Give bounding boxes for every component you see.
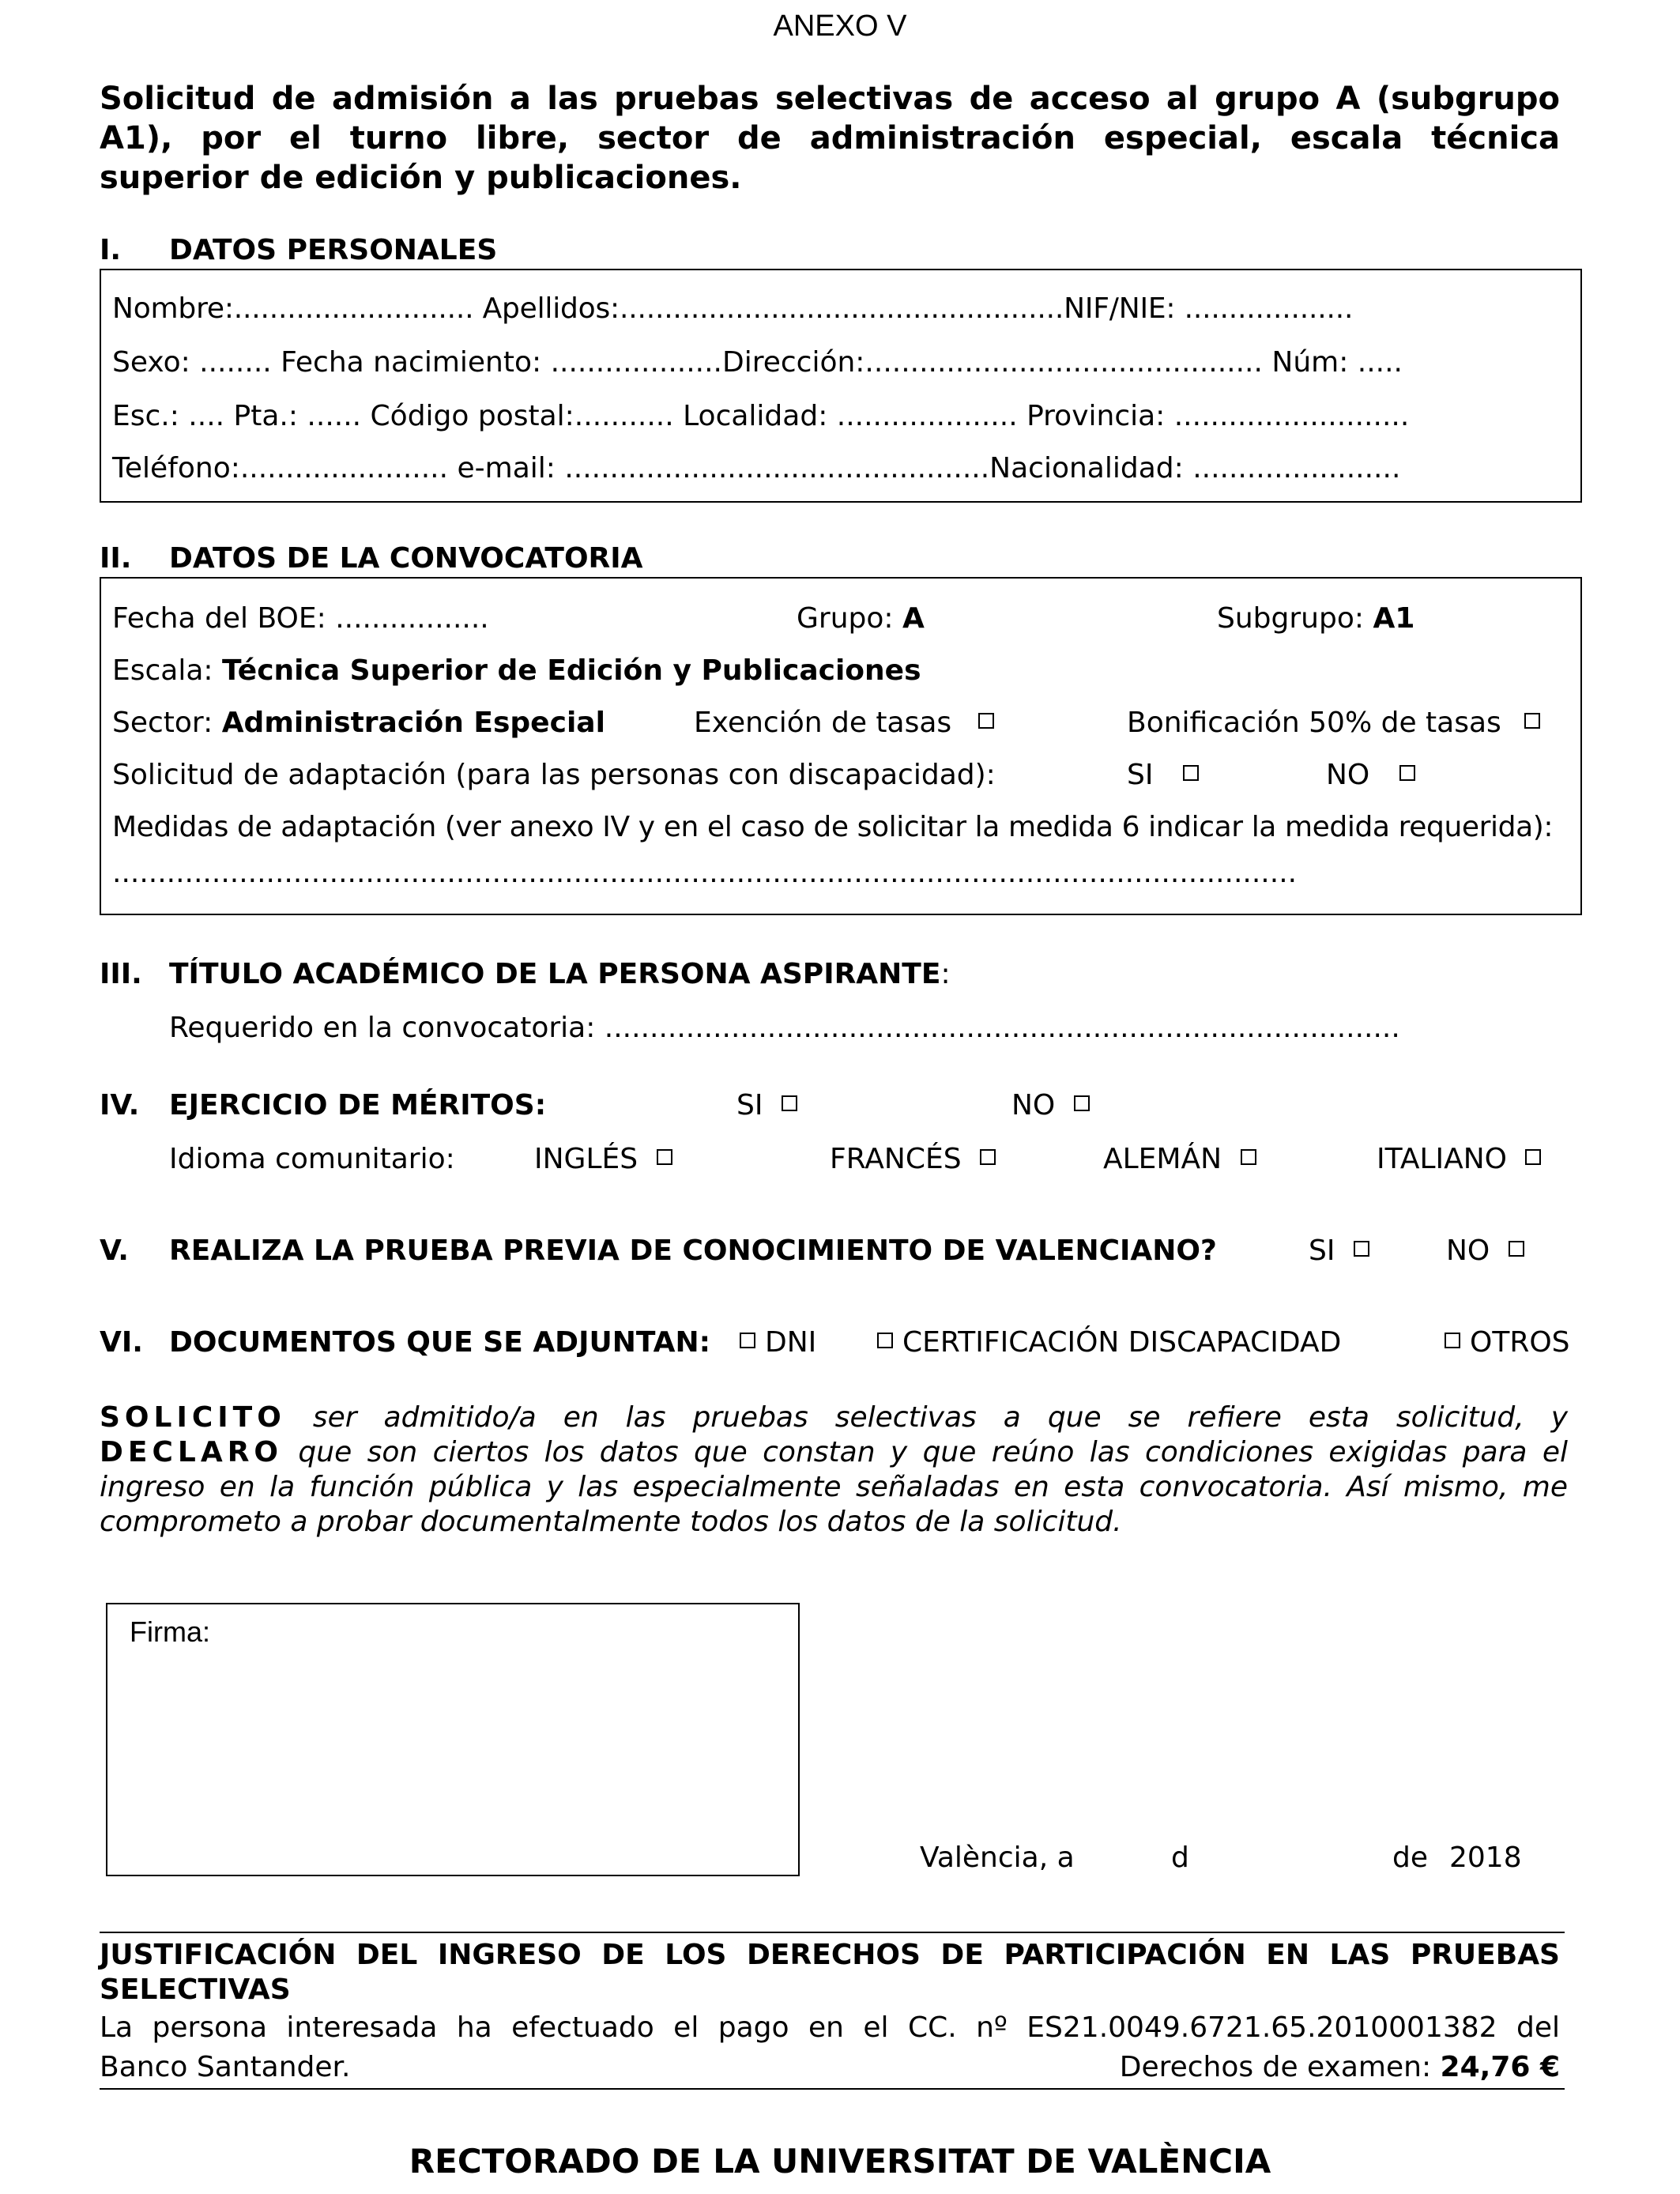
section-1-title: DATOS PERSONALES <box>169 234 498 266</box>
section-3-number: III. <box>100 958 142 990</box>
solicito-word: SOLICITO <box>100 1401 286 1434</box>
personal-row-address[interactable]: Esc.: .... Pta.: ...... Código postal:........... Localidad: .................... Provincia: .......................... <box>112 400 1410 432</box>
place-label: València, a <box>920 1842 1075 1874</box>
valenciano-no-checkbox[interactable] <box>1509 1241 1524 1257</box>
idioma-label: Idioma comunitario: <box>169 1143 455 1175</box>
doc-discapacidad-label: CERTIFICACIÓN DISCAPACIDAD <box>902 1326 1342 1359</box>
lang-frances-checkbox[interactable] <box>980 1149 996 1165</box>
declaration-line-1 <box>100 1400 1568 1435</box>
section-6-title: DOCUMENTOS QUE SE ADJUNTAN: <box>169 1326 710 1359</box>
form-title-line-1: Solicitud de admisión a las pruebas selectivas de acceso al grupo A (subgrupo <box>100 81 1560 117</box>
valenciano-si-checkbox[interactable] <box>1354 1241 1369 1257</box>
grupo-value: A <box>902 602 925 635</box>
declaration-line-2 <box>100 1435 1568 1470</box>
declaration-line-3: ingreso en la función pública y las especialmente señaladas en esta convocatoria. Así mismo, me <box>100 1471 1568 1503</box>
bonificacion-checkbox[interactable] <box>1524 713 1540 729</box>
adaptacion-no-label: NO <box>1326 759 1370 791</box>
justification-title-2: SELECTIVAS <box>100 1973 291 2006</box>
meritos-no-label: NO <box>1011 1089 1056 1122</box>
justification-text-2: Banco Santander. <box>100 2051 351 2083</box>
section-5-title: REALIZA LA PRUEBA PREVIA DE CONOCIMIENTO DE VALENCIANO? <box>169 1235 1217 1267</box>
exencion-checkbox[interactable] <box>978 713 994 729</box>
doc-dni-label: DNI <box>765 1326 817 1359</box>
declaration-text-1: ser admitido/a en las pruebas selectivas a que se refiere esta solicitud, y <box>312 1401 1568 1434</box>
year-label: 2018 <box>1449 1842 1522 1874</box>
sector-value: Administración Especial <box>221 707 605 739</box>
section-3-colon: : <box>940 958 951 990</box>
doc-otros-label: OTROS <box>1470 1326 1570 1359</box>
valenciano-si-label: SI <box>1309 1235 1335 1267</box>
lang-italiano-label: ITALIANO <box>1377 1143 1508 1175</box>
medidas-field[interactable]: ................................................................................................................................... <box>112 857 1298 889</box>
day-label: d <box>1171 1842 1189 1874</box>
personal-row-contact[interactable]: Teléfono:....................... e-mail: ...............................................Nacionalidad: ....................... <box>112 452 1401 484</box>
call-data-box <box>100 577 1582 915</box>
derechos-label: Derechos de examen: <box>1119 2051 1432 2083</box>
firma-label: Firma: <box>130 1615 210 1648</box>
section-6-number: VI. <box>100 1326 143 1359</box>
boe-date-field[interactable]: ................. <box>335 602 489 635</box>
escala-label: Escala: <box>112 654 213 687</box>
section-2-title: DATOS DE LA CONVOCATORIA <box>169 542 643 575</box>
medidas-label: Medidas de adaptación (ver anexo IV y en el caso de solicitar la medida 6 indicar la medida requerida): <box>112 811 1554 843</box>
lang-frances-label: FRANCÉS <box>830 1143 962 1175</box>
adaptacion-si-label: SI <box>1127 759 1154 791</box>
declaration-line-4: comprometo a probar documentalmente todos los datos de la solicitud. <box>100 1506 1122 1538</box>
subgrupo-label: Subgrupo: <box>1217 602 1364 635</box>
doc-discapacidad-checkbox[interactable] <box>877 1333 893 1348</box>
meritos-si-checkbox[interactable] <box>782 1095 797 1111</box>
adaptacion-si-checkbox[interactable] <box>1183 765 1199 781</box>
justification-text-1: La persona interesada ha efectuado el pago en el CC. nº ES21.0049.6721.65.2010001382 del <box>100 2011 1560 2044</box>
escala-value: Técnica Superior de Edición y Publicaciones <box>222 654 921 687</box>
lang-ingles-label: INGLÉS <box>534 1143 638 1175</box>
meritos-no-checkbox[interactable] <box>1074 1095 1090 1111</box>
section-3-title: TÍTULO ACADÉMICO DE LA PERSONA ASPIRANTE <box>169 958 941 990</box>
month-label: de <box>1392 1842 1428 1874</box>
form-title-line-2: A1), por el turno libre, sector de administración especial, escala técnica <box>100 120 1560 156</box>
adaptacion-label: Solicitud de adaptación (para las personas con discapacidad): <box>112 759 996 791</box>
boe-date-label: Fecha del BOE: <box>112 602 326 635</box>
annex-title: ANEXO V <box>773 9 907 43</box>
meritos-si-label: SI <box>736 1089 763 1122</box>
declaration-text-2: que son ciertos los datos que constan y que reúno las condiciones exigidas para el <box>298 1436 1569 1468</box>
adaptacion-no-checkbox[interactable] <box>1399 765 1415 781</box>
subgrupo-value: A1 <box>1373 602 1415 635</box>
lang-ingles-checkbox[interactable] <box>657 1149 672 1165</box>
section-5-number: V. <box>100 1235 129 1267</box>
section-2-number: II. <box>100 542 132 575</box>
lang-aleman-checkbox[interactable] <box>1241 1149 1256 1165</box>
personal-data-box <box>100 269 1582 503</box>
grupo-label: Grupo: <box>797 602 894 635</box>
declaro-word: DECLARO <box>100 1436 284 1468</box>
derechos-value: 24,76 € <box>1440 2051 1560 2083</box>
section-4-title: EJERCICIO DE MÉRITOS: <box>169 1089 547 1122</box>
personal-row-name[interactable]: Nombre:........................... Apellidos:..................................................NIF/NIE: ................... <box>112 292 1354 325</box>
signature-box[interactable] <box>106 1603 800 1876</box>
section-1-number: I. <box>100 234 122 266</box>
lang-aleman-label: ALEMÁN <box>1103 1143 1222 1175</box>
justification-bottom-rule <box>100 2088 1565 2090</box>
justification-top-rule <box>100 1932 1565 1933</box>
derechos-examen <box>1106 2050 1560 2085</box>
form-title-line-3: superior de edición y publicaciones. <box>100 160 742 196</box>
sector-label: Sector: <box>112 707 213 739</box>
footer-title: RECTORADO DE LA UNIVERSITAT DE VALÈNCIA <box>409 2142 1271 2181</box>
personal-row-birth[interactable]: Sexo: ........ Fecha nacimiento: ...................Dirección:............................................ Núm: ..... <box>112 346 1403 379</box>
bonificacion-label: Bonificación 50% de tasas <box>1127 707 1501 739</box>
titulo-requerido-field[interactable]: Requerido en la convocatoria: ........................................................................................ <box>169 1012 1400 1044</box>
lang-italiano-checkbox[interactable] <box>1525 1149 1541 1165</box>
exencion-label: Exención de tasas <box>694 707 952 739</box>
doc-dni-checkbox[interactable] <box>740 1333 755 1348</box>
section-4-number: IV. <box>100 1089 140 1122</box>
justification-title-1: JUSTIFICACIÓN DEL INGRESO DE LOS DERECHOS DE PARTICIPACIÓN EN LAS PRUEBAS <box>100 1939 1560 1971</box>
doc-otros-checkbox[interactable] <box>1445 1333 1460 1348</box>
valenciano-no-label: NO <box>1446 1235 1490 1267</box>
